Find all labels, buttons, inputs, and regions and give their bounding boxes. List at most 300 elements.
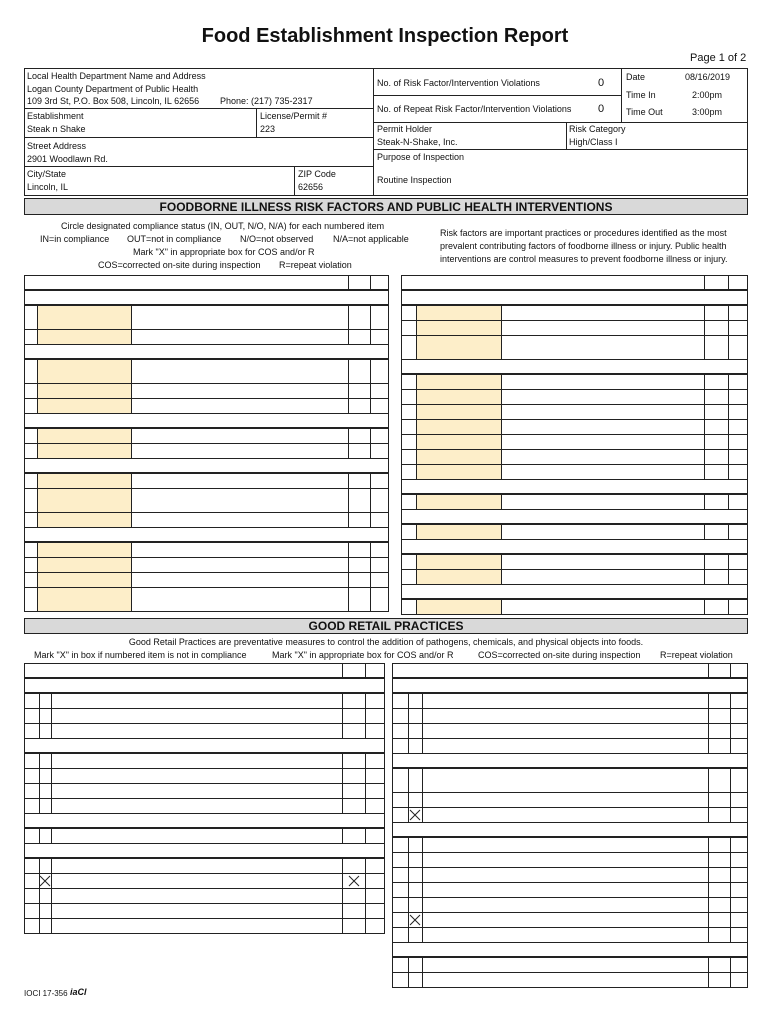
r-checkbox[interactable]	[730, 807, 748, 822]
section-heading-row	[401, 509, 748, 524]
date-value: 08/16/2019	[685, 72, 731, 82]
column-line	[416, 305, 417, 320]
r-checkbox[interactable]	[365, 888, 385, 903]
cos-checkbox[interactable]	[708, 807, 730, 822]
r-checkbox[interactable]	[728, 464, 748, 479]
item-row	[392, 882, 748, 898]
column-line	[51, 723, 52, 738]
item-row	[401, 524, 748, 540]
column-line	[131, 305, 132, 329]
section-heading-row	[392, 822, 748, 837]
cos-checkbox[interactable]	[348, 359, 370, 383]
column-line	[131, 398, 132, 413]
column-line	[37, 359, 38, 383]
r-checkbox[interactable]	[370, 305, 389, 329]
cos-checkbox[interactable]	[704, 389, 728, 404]
r-checkbox[interactable]	[370, 512, 389, 527]
item-row	[392, 708, 748, 724]
compliance-checkbox[interactable]	[39, 708, 51, 723]
cos-checkbox[interactable]	[342, 723, 365, 738]
city-value: Lincoln, IL	[27, 182, 69, 192]
cos-checkbox[interactable]	[708, 708, 730, 723]
license-value: 223	[260, 124, 276, 134]
column-line	[51, 828, 52, 843]
r-checkbox[interactable]	[730, 927, 748, 942]
risk-violations-label: No. of Risk Factor/Intervention Violations	[377, 78, 540, 88]
column-line	[416, 524, 417, 539]
column-line	[51, 873, 52, 888]
section-heading-row	[401, 359, 748, 374]
item-row	[24, 443, 389, 459]
column-line	[131, 329, 132, 344]
compliance-status-header	[24, 275, 389, 290]
r-checkbox[interactable]	[728, 320, 748, 335]
r-checkbox[interactable]	[728, 305, 748, 320]
column-line	[422, 852, 423, 867]
column-line	[131, 473, 132, 488]
compliance-status-header	[401, 275, 748, 290]
column-line	[37, 305, 38, 329]
cos-checkbox[interactable]	[708, 972, 730, 987]
compliance-checkbox[interactable]	[39, 903, 51, 918]
cos-checkbox[interactable]	[342, 903, 365, 918]
compliance-checkbox[interactable]	[39, 798, 51, 813]
zip-value: 62656	[298, 182, 324, 192]
legend-out: OUT=not in compliance	[127, 234, 222, 244]
r-checkbox[interactable]	[370, 557, 389, 572]
column-line	[730, 663, 731, 678]
item-row	[24, 873, 385, 889]
column-line	[37, 488, 38, 512]
r-checkbox[interactable]	[728, 434, 748, 449]
column-line	[131, 587, 132, 611]
compliance-checkbox[interactable]	[39, 858, 51, 873]
establishment-label: Establishment	[27, 111, 84, 121]
retail-header-row	[392, 663, 748, 678]
cos-checkbox[interactable]	[704, 464, 728, 479]
r-checkbox[interactable]	[370, 428, 389, 443]
column-line	[131, 428, 132, 443]
r-checkbox[interactable]	[728, 389, 748, 404]
item-row	[24, 858, 385, 874]
column-line	[422, 882, 423, 897]
r-checkbox[interactable]	[730, 957, 748, 972]
permit-holder-value: Steak-N-Shake, Inc.	[377, 137, 458, 147]
column-line	[501, 374, 502, 389]
lhd-phone: Phone: (217) 735-2317	[220, 96, 313, 106]
item-row	[24, 473, 389, 489]
column-line	[51, 903, 52, 918]
column-line	[370, 275, 371, 290]
r-checkbox[interactable]	[730, 738, 748, 753]
item-row	[24, 359, 389, 384]
cos-checkbox[interactable]	[704, 449, 728, 464]
section-heading-row	[401, 584, 748, 599]
item-row	[24, 768, 385, 784]
section-heading-row	[24, 458, 389, 473]
item-row	[24, 798, 385, 814]
r-checkbox[interactable]	[370, 443, 389, 458]
compliance-checkbox[interactable]	[39, 783, 51, 798]
compliance-checkbox[interactable]	[408, 882, 422, 897]
cos-checkbox[interactable]	[342, 798, 365, 813]
column-line	[131, 512, 132, 527]
column-line	[422, 897, 423, 912]
r-checkbox[interactable]	[730, 837, 748, 852]
cos-checkbox[interactable]	[708, 693, 730, 708]
column-line	[51, 798, 52, 813]
r-checkbox[interactable]	[728, 569, 748, 584]
cos-checkbox[interactable]	[342, 783, 365, 798]
column-line	[51, 708, 52, 723]
r-checkbox[interactable]	[730, 792, 748, 807]
r-checkbox[interactable]	[728, 599, 748, 614]
column-line	[501, 569, 502, 584]
cos-checkbox[interactable]	[704, 335, 728, 359]
section-heading-row	[24, 344, 389, 359]
compliance-checkbox[interactable]	[408, 738, 422, 753]
r-checkbox[interactable]	[365, 723, 385, 738]
r-checkbox[interactable]	[730, 912, 748, 927]
column-line	[416, 569, 417, 584]
column-line	[342, 663, 343, 678]
compliance-checkbox[interactable]	[39, 918, 51, 933]
column-line	[501, 434, 502, 449]
time-out-label: Time Out	[626, 107, 663, 117]
compliance-checkbox[interactable]	[39, 693, 51, 708]
r-checkbox[interactable]	[728, 524, 748, 539]
cos-checkbox[interactable]	[708, 912, 730, 927]
compliance-checkbox[interactable]	[408, 708, 422, 723]
r-checkbox[interactable]	[730, 768, 748, 792]
item-row	[392, 867, 748, 883]
time-in-label: Time In	[626, 90, 656, 100]
r-checkbox[interactable]	[728, 404, 748, 419]
r-checkbox[interactable]	[730, 867, 748, 882]
compliance-checkbox[interactable]	[39, 888, 51, 903]
cos-checkbox[interactable]	[708, 897, 730, 912]
r-checkbox[interactable]	[365, 918, 385, 933]
city-label: City/State	[27, 169, 67, 179]
cos-checkbox[interactable]	[708, 837, 730, 852]
column-line	[422, 693, 423, 708]
item-row	[401, 305, 748, 321]
compliance-checkbox[interactable]	[408, 867, 422, 882]
r-checkbox[interactable]	[370, 398, 389, 413]
compliance-checkbox[interactable]	[408, 897, 422, 912]
cos-checkbox[interactable]	[342, 828, 365, 843]
compliance-checkbox[interactable]	[39, 753, 51, 768]
lhd-address: 109 3rd St, P.O. Box 508, Lincoln, IL 62656	[27, 96, 200, 106]
item-row	[24, 557, 389, 573]
report-title: Food Establishment Inspection Report	[201, 25, 569, 47]
cos-checkbox[interactable]	[708, 882, 730, 897]
column-line	[37, 383, 38, 398]
cos-checkbox[interactable]	[704, 320, 728, 335]
risk-factor-note-1: Risk factors are important practices or procedures identified as the most	[440, 228, 727, 238]
r-checkbox[interactable]	[728, 374, 748, 389]
cos-checkbox[interactable]	[348, 329, 370, 344]
column-line	[51, 753, 52, 768]
column-line	[422, 837, 423, 852]
r-checkbox[interactable]	[728, 494, 748, 509]
section-heading-row	[24, 843, 385, 858]
compliance-checkbox[interactable]	[408, 693, 422, 708]
item-row	[24, 428, 389, 444]
x-mark-icon	[39, 875, 51, 887]
cos-checkbox[interactable]	[348, 383, 370, 398]
cos-checkbox[interactable]	[704, 374, 728, 389]
cos-checkbox[interactable]	[348, 473, 370, 488]
r-checkbox[interactable]	[365, 798, 385, 813]
compliance-checkbox[interactable]	[408, 768, 422, 792]
cos-checkbox[interactable]	[708, 852, 730, 867]
section-heading-row	[24, 678, 385, 693]
column-line	[131, 572, 132, 587]
compliance-checkbox[interactable]	[408, 792, 422, 807]
item-row	[24, 572, 389, 588]
item-row	[401, 494, 748, 510]
column-line	[501, 320, 502, 335]
repeat-violations-label: No. of Repeat Risk Factor/Intervention Violations	[377, 104, 572, 114]
cos-checkbox[interactable]	[342, 753, 365, 768]
r-checkbox[interactable]	[370, 542, 389, 557]
column-line	[51, 888, 52, 903]
risk-category-label: Risk Category	[569, 124, 626, 134]
column-line	[501, 554, 502, 569]
column-line	[416, 464, 417, 479]
cos-checkbox[interactable]	[348, 587, 370, 611]
zip-label: ZIP Code	[298, 169, 336, 179]
cos-checkbox[interactable]	[704, 419, 728, 434]
column-line	[365, 663, 366, 678]
r-checkbox[interactable]	[730, 852, 748, 867]
legend-cos: COS=corrected on-site during inspection	[98, 260, 261, 270]
item-row	[401, 554, 748, 570]
cos-checkbox[interactable]	[348, 557, 370, 572]
r-checkbox[interactable]	[365, 858, 385, 873]
cos-checkbox[interactable]	[348, 572, 370, 587]
item-row	[401, 434, 748, 450]
compliance-checkbox[interactable]	[408, 957, 422, 972]
r-checkbox[interactable]	[365, 903, 385, 918]
column-line	[501, 305, 502, 320]
compliance-checkbox[interactable]	[39, 828, 51, 843]
cos-checkbox[interactable]	[348, 428, 370, 443]
section-heading-row	[392, 678, 748, 693]
compliance-checkbox[interactable]	[39, 768, 51, 783]
column-line	[416, 419, 417, 434]
purpose-value: Routine Inspection	[377, 175, 452, 185]
item-row	[392, 897, 748, 913]
r-checkbox[interactable]	[370, 587, 389, 611]
item-row	[392, 972, 748, 988]
column-line	[422, 708, 423, 723]
r-checkbox[interactable]	[730, 723, 748, 738]
section-heading-row	[24, 290, 389, 305]
column-line	[51, 918, 52, 933]
item-row	[401, 374, 748, 390]
column-line	[37, 428, 38, 443]
item-row	[24, 488, 389, 513]
cos-checkbox[interactable]	[704, 404, 728, 419]
cos-checkbox[interactable]	[704, 305, 728, 320]
column-line	[131, 443, 132, 458]
item-row	[401, 599, 748, 615]
column-line	[501, 524, 502, 539]
legend-r: R=repeat violation	[279, 260, 352, 270]
cos-checkbox[interactable]	[704, 554, 728, 569]
r-checkbox[interactable]	[730, 693, 748, 708]
cos-checkbox[interactable]	[348, 512, 370, 527]
risk-factor-note-2: prevalent contributing factors of foodborne illness or injury. Public health	[440, 241, 727, 251]
column-line	[416, 599, 417, 614]
item-row	[24, 723, 385, 739]
r-checkbox[interactable]	[370, 473, 389, 488]
time-in-value: 2:00pm	[692, 90, 723, 100]
cos-checkbox[interactable]	[704, 599, 728, 614]
r-checkbox[interactable]	[370, 359, 389, 383]
cos-checkbox[interactable]	[342, 888, 365, 903]
item-row	[401, 419, 748, 435]
r-checkbox[interactable]	[365, 753, 385, 768]
section-heading-row	[392, 942, 748, 957]
item-row	[392, 912, 748, 928]
legend-in: IN=in compliance	[40, 234, 110, 244]
r-checkbox[interactable]	[730, 972, 748, 987]
time-out-value: 3:00pm	[692, 107, 723, 117]
cos-checkbox[interactable]	[348, 305, 370, 329]
compliance-checkbox[interactable]	[39, 723, 51, 738]
item-row	[24, 542, 389, 558]
item-row	[392, 852, 748, 868]
cos-checkbox[interactable]	[708, 723, 730, 738]
r-checkbox[interactable]	[730, 708, 748, 723]
compliance-checkbox[interactable]	[408, 837, 422, 852]
column-line	[422, 792, 423, 807]
column-line	[416, 389, 417, 404]
r-checkbox[interactable]	[365, 768, 385, 783]
column-line	[131, 542, 132, 557]
section-heading-row	[24, 527, 389, 542]
item-row	[392, 768, 748, 793]
item-row	[392, 723, 748, 739]
cos-checkbox[interactable]	[708, 768, 730, 792]
column-line	[416, 554, 417, 569]
column-line	[422, 867, 423, 882]
cos-checkbox[interactable]	[348, 443, 370, 458]
cos-checkbox[interactable]	[342, 693, 365, 708]
license-label: License/Permit #	[260, 111, 328, 121]
compliance-checkbox[interactable]	[408, 852, 422, 867]
cos-checkbox[interactable]	[342, 858, 365, 873]
compliance-checkbox[interactable]	[408, 972, 422, 987]
column-line	[422, 927, 423, 942]
column-line	[416, 374, 417, 389]
r-checkbox[interactable]	[365, 783, 385, 798]
retail-header-row	[24, 663, 385, 678]
column-line	[37, 329, 38, 344]
risk-violations-count: 0	[598, 77, 605, 89]
column-line	[501, 464, 502, 479]
r-checkbox[interactable]	[728, 449, 748, 464]
r-checkbox[interactable]	[730, 897, 748, 912]
r-checkbox[interactable]	[365, 828, 385, 843]
foodborne-title: FOODBORNE ILLNESS RISK FACTORS AND PUBLIC HEALTH INTERVENTIONS	[159, 200, 613, 214]
item-row	[24, 512, 389, 528]
item-row	[392, 693, 748, 709]
r-checkbox[interactable]	[728, 554, 748, 569]
cos-checkbox[interactable]	[708, 792, 730, 807]
r-checkbox[interactable]	[365, 693, 385, 708]
column-line	[416, 494, 417, 509]
column-line	[422, 768, 423, 792]
section-heading-row	[401, 290, 748, 305]
r-checkbox[interactable]	[365, 708, 385, 723]
compliance-checkbox[interactable]	[408, 927, 422, 942]
column-line	[37, 542, 38, 557]
r-checkbox[interactable]	[370, 572, 389, 587]
cos-checkbox[interactable]	[348, 542, 370, 557]
retail-legend-3: COS=corrected on-site during inspection	[478, 650, 641, 660]
repeat-violations-count: 0	[598, 103, 605, 115]
r-checkbox[interactable]	[370, 488, 389, 512]
item-row	[24, 383, 389, 399]
section-heading-row	[392, 753, 748, 768]
item-row	[24, 329, 389, 345]
cos-checkbox[interactable]	[704, 434, 728, 449]
cos-checkbox[interactable]	[704, 569, 728, 584]
cos-checkbox[interactable]	[708, 957, 730, 972]
column-line	[37, 443, 38, 458]
cos-checkbox[interactable]	[348, 398, 370, 413]
legend-na: N/A=not applicable	[333, 234, 409, 244]
section-heading-row	[24, 813, 385, 828]
item-row	[24, 783, 385, 799]
cos-checkbox[interactable]	[704, 524, 728, 539]
r-checkbox[interactable]	[370, 329, 389, 344]
cos-checkbox[interactable]	[704, 494, 728, 509]
column-line	[131, 383, 132, 398]
retail-title: GOOD RETAIL PRACTICES	[308, 619, 464, 633]
r-checkbox[interactable]	[365, 873, 385, 888]
purpose-label: Purpose of Inspection	[377, 152, 465, 162]
cos-checkbox[interactable]	[708, 738, 730, 753]
compliance-checkbox[interactable]	[408, 723, 422, 738]
column-line	[422, 807, 423, 822]
section-heading-row	[24, 413, 389, 428]
date-label: Date	[626, 72, 646, 82]
cos-checkbox[interactable]	[348, 488, 370, 512]
column-line	[416, 434, 417, 449]
r-checkbox[interactable]	[728, 419, 748, 434]
cos-checkbox[interactable]	[708, 927, 730, 942]
section-heading-row	[401, 539, 748, 554]
item-row	[401, 449, 748, 465]
retail-instruction: Good Retail Practices are preventative measures to control the addition of pathogens, chemicals, and physical objects into foods.	[128, 637, 644, 647]
r-checkbox[interactable]	[370, 383, 389, 398]
cos-checkbox[interactable]	[342, 708, 365, 723]
r-checkbox[interactable]	[728, 335, 748, 359]
r-checkbox[interactable]	[730, 882, 748, 897]
x-mark-icon	[409, 914, 421, 926]
column-line	[422, 738, 423, 753]
cos-checkbox[interactable]	[342, 768, 365, 783]
cos-checkbox[interactable]	[342, 918, 365, 933]
cos-checkbox[interactable]	[708, 867, 730, 882]
item-row	[401, 335, 748, 360]
section-heading-row	[401, 479, 748, 494]
